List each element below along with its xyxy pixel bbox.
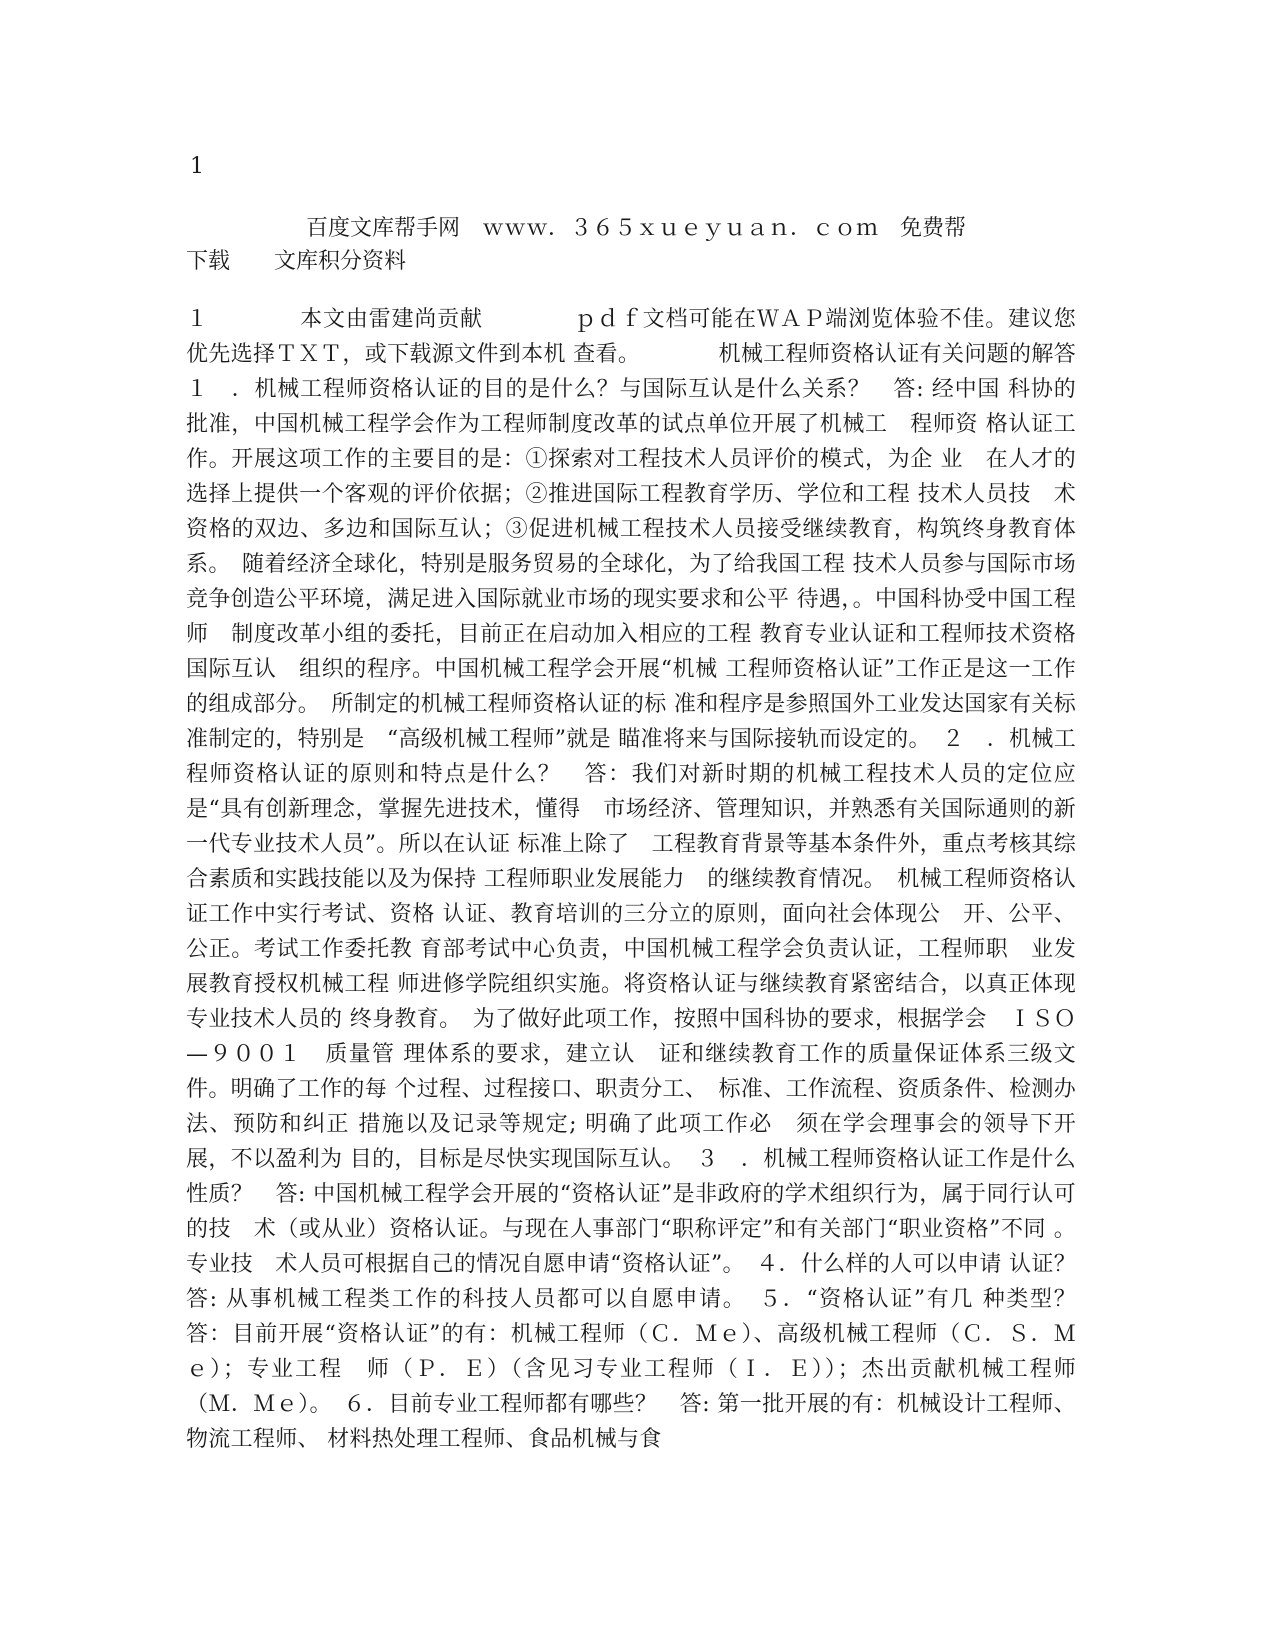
body-paragraph: １ 本文由雷建尚贡献 ｐｄｆ文档可能在ＷＡＰ端浏览体验不佳。建议您优先选择ＴＸＴ，或下载源文件到本机 查看。 机械工程师资格认证有关问题的解答 １ ．机械工程师资格认证的目的是什么？与国际互认是什么关系？ 答: 经中国 科协的批准，中国机械工程学会作为工程师制度改革的试点单位开展了机械工 程师资 格认证工作。开展这项工作的主要目的是：①探索对工程技术人员评价的模式，为企 业 在人才的选择上提供一个客观的评价依据；②推进国际工程教育学历、学位和工程 技术人员技 术资格的双边、多边和国际互认；③促进机械工程技术人员接受继续教育，构筑终身教育体系。 随着经济全球化，特别是服务贸易的全球化，为了给我国工程 技术人员参与国际市场 竞争创造公平环境，满足进入国际就业市场的现实要求和公平 待遇，。中国科协受中国工程师 制度改革小组的委托，目前正在启动加入相应的工程 教育专业认证和工程师技术资格国际互认 组织的程序。中国机械工程学会开展“机械 工程师资格认证”工作正是这一工作的组成部分。 所制定的机械工程师资格认证的标 准和程序是参照国外工业发达国家有关标准制定的，特别是 “高级机械工程师”就是 瞄准将来与国际接轨而设定的。 ２ ．机械工程师资格认证的原则和特点是什么？ 答：我们对新时期的机械工程技术人员的定位应是“具有创新理念，掌握先进技术，懂得 市场经济、管理知识，并熟悉有关国际通则的新一代专业技术人员”。所以在认证 标准上除了 工程教育背景等基本条件外，重点考核其综合素质和实践技能以及为保持 工程师职业发展能力 的继续教育情况。 机械工程师资格认证工作中实行考试、资格 认证、教育培训的三分立的原则，面向社会体现公 开、公平、公正。考试工作委托教 育部考试中心负责，中国机械工程学会负责认证，工程师职 业发展教育授权机械工程 师进修学院组织实施。将资格认证与继续教育紧密结合，以真正体现 专业技术人员的 终身教育。 为了做好此项工作，按照中国科协的要求，根据学会 ＩＳＯ—９００１ 质量管 理体系的要求，建立认 证和继续教育工作的质量保证体系三级文件。明确了工作的每 个过程、过程接口、职责分工、 标准、工作流程、资质条件、检测办法、预防和纠正 措施以及记录等规定; 明确了此项工作必 须在学会理事会的领导下开展，不以盈利为 目的，目标是尽快实现国际互认。 ３ ．机械工程师资格认证工作是什么性质？ 答: 中国机械工程学会开展的“资格认证”是非政府的学术组织行为，属于同行认可的技 术（或从业）资格认证。与现在人事部门“职称评定”和有关部门“职业资格”不同 。专业技 术人员可根据自己的情况自愿申请“资格认证”。 ４．什么样的人可以申请 认证？ 答: 从事机械工程类工作的科技人员都可以自愿申请。 ５．“资格认证”有几 种类型？ 答：目前开展“资格认证”的有：机械工程师（Ｃ．Ｍｅ）、高级机械工程师（Ｃ．Ｓ．Ｍｅ）；专业工程 师（Ｐ．Ｅ）（含见习专业工程师（Ｉ．Ｅ））；杰出贡献机械工程师（Ｍ．Ｍｅ）。 ６．目前专业工程师都有哪些？ 答: 第一批开展的有：机械设计工程师、物流工程师、 材料热处理工程师、食品机械与食: [186, 307, 1166, 1452]
header-line-1: [186, 212, 1076, 245]
page-number: 1: [190, 154, 204, 179]
header-line-2: 下载 文库积分资料: [186, 249, 407, 274]
header-block: [186, 212, 1076, 278]
header-line-1-text: 百度文库帮手网 ｗｗｗ．３６５ｘｕｅｙｕａｎ．ｃｏｍ 免费帮: [306, 216, 967, 241]
